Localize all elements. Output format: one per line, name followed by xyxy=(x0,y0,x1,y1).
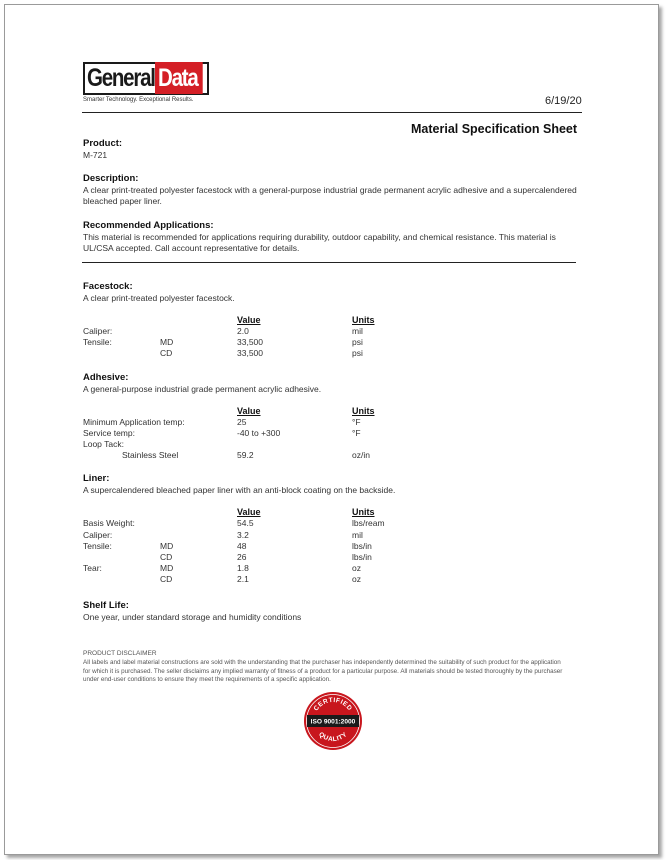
facestock-text: A clear print-treated polyester facestock. xyxy=(83,293,235,303)
liner-row-label: Caliper: xyxy=(83,530,113,540)
facestock-units-header: Units xyxy=(352,315,375,325)
adhesive-row-units: °F xyxy=(352,417,361,427)
svg-text:QUALITY: QUALITY xyxy=(317,731,349,744)
adhesive-row-value: -40 to +300 xyxy=(237,428,281,438)
shelf-life-text: One year, under standard storage and humidity conditions xyxy=(83,612,302,622)
liner-row-label: Tensile: xyxy=(83,541,112,551)
facestock-row-units: psi xyxy=(352,348,363,358)
facestock-row-direction: CD xyxy=(160,348,173,358)
adhesive-row-value: 59.2 xyxy=(237,450,254,460)
liner-row-label: Tear: xyxy=(83,563,102,573)
liner-row-units: lbs/in xyxy=(352,541,372,551)
iso-certified-seal xyxy=(303,691,363,751)
description-text: A clear print-treated polyester facestock with a general-purpose industrial grade permanent acrylic adhesive and a supercalendered bleached paper liner. xyxy=(83,185,577,206)
liner-text: A supercalendered bleached paper liner with an anti-block coating on the backside. xyxy=(83,485,396,495)
adhesive-row-value: 25 xyxy=(237,417,247,427)
liner-heading: Liner: xyxy=(83,473,110,484)
shelf-life-heading: Shelf Life: xyxy=(83,600,129,611)
adhesive-row-label: Loop Tack: xyxy=(83,439,124,449)
liner-row-units: lbs/in xyxy=(352,552,372,562)
facestock-row-label: Tensile: xyxy=(83,337,112,347)
liner-row-units: mil xyxy=(352,530,363,540)
adhesive-row-units: °F xyxy=(352,428,361,438)
seal-badge-icon xyxy=(303,691,363,751)
facestock-row-direction: MD xyxy=(160,337,174,347)
adhesive-row-label: Minimum Application temp: xyxy=(83,417,185,427)
product-value: M-721 xyxy=(83,150,108,160)
svg-text:CERTIFIED: CERTIFIED xyxy=(312,696,354,713)
liner-row-value: 54.5 xyxy=(237,518,254,528)
header-divider xyxy=(82,112,582,113)
adhesive-value-header: Value xyxy=(237,406,261,416)
product-heading: Product: xyxy=(83,138,123,149)
adhesive-units-header: Units xyxy=(352,406,375,416)
adhesive-row-units: oz/in xyxy=(352,450,370,460)
facestock-row-value: 33,500 xyxy=(237,348,263,358)
logo-wordmark-general: General xyxy=(87,64,155,92)
liner-row-label: Basis Weight: xyxy=(83,518,135,528)
logo-wordmark-data: Data xyxy=(155,62,203,94)
applications-heading: Recommended Applications: xyxy=(83,220,214,231)
liner-row-units: lbs/ream xyxy=(352,518,385,528)
description-heading: Description: xyxy=(83,173,139,184)
adhesive-row-label: Service temp: xyxy=(83,428,135,438)
facestock-row-value: 2.0 xyxy=(237,326,249,336)
liner-units-header: Units xyxy=(352,507,375,517)
liner-row-value: 1.8 xyxy=(237,563,249,573)
facestock-value-header: Value xyxy=(237,315,261,325)
document-title: Material Specification Sheet xyxy=(411,122,578,136)
applications-text: This material is recommended for applications requiring durability, outdoor capability, and chemical resistance. This material is UL/CSA accepted. Call account representative for details. xyxy=(83,232,556,253)
adhesive-heading: Adhesive: xyxy=(83,372,129,383)
liner-row-value: 26 xyxy=(237,552,247,562)
disclaimer-heading: PRODUCT DISCLAIMER xyxy=(83,650,157,657)
adhesive-row-label: Stainless Steel xyxy=(122,450,179,460)
adhesive-text: A general-purpose industrial grade permanent acrylic adhesive. xyxy=(83,384,322,394)
facestock-heading: Facestock: xyxy=(83,281,133,292)
liner-row-direction: CD xyxy=(160,574,173,584)
facestock-row-units: psi xyxy=(352,337,363,347)
liner-row-units: oz xyxy=(352,574,361,584)
liner-value-header: Value xyxy=(237,507,261,517)
liner-row-direction: MD xyxy=(160,541,174,551)
liner-row-direction: MD xyxy=(160,563,174,573)
facestock-row-label: Caliper: xyxy=(83,326,113,336)
document-date: 6/19/20 xyxy=(545,95,582,107)
facestock-row-value: 33,500 xyxy=(237,337,263,347)
liner-row-value: 2.1 xyxy=(237,574,249,584)
logo-tagline: Smarter Technology. Exceptional Results. xyxy=(83,97,194,103)
section-divider xyxy=(82,262,576,263)
liner-row-value: 48 xyxy=(237,541,247,551)
facestock-row-units: mil xyxy=(352,326,363,336)
company-logo xyxy=(83,62,208,96)
liner-row-units: oz xyxy=(352,563,361,573)
svg-text:ISO 9001:2000: ISO 9001:2000 xyxy=(310,718,356,726)
liner-row-value: 3.2 xyxy=(237,530,249,540)
liner-row-direction: CD xyxy=(160,552,173,562)
disclaimer-text: All labels and label material constructions are sold with the understanding that the purchaser has independently determined the suitability of such product for the application for which it is purchased. The seller disclaims any implied warranty of fitness of a product for a particular purpose. All materials should be tested thoroughly by the purchaser under end-user conditions to ensure they meet the requirements of a specific application. xyxy=(83,659,563,684)
